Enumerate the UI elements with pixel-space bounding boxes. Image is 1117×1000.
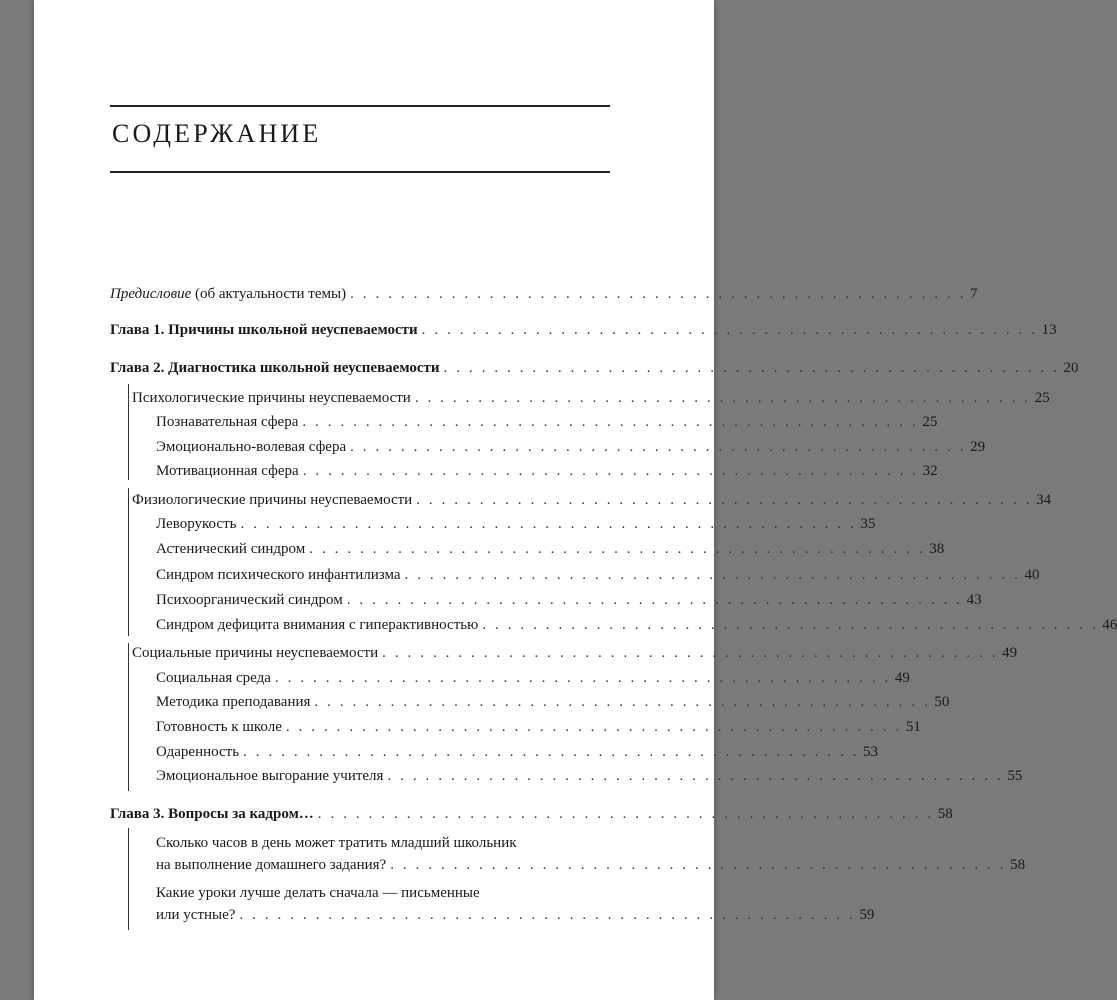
entry-label: Готовность к школе <box>156 719 282 735</box>
leader-dots: . . . . . . . . . . . . . . . . . . . . . . . . . . . . . . . . . . . . . . . . . . . . . . . . . <box>317 806 934 822</box>
entry-label: Астенический синдром <box>156 541 306 557</box>
entry-label-line-1: Сколько часов в день может тратить младший школьник <box>156 835 517 851</box>
page-number: 53 <box>863 744 879 760</box>
entry-label: Эмоциональное выгорание учителя <box>156 768 384 784</box>
toc-entry-cognitive[interactable] <box>156 412 938 432</box>
leader-dots: . . . . . . . . . . . . . . . . . . . . . . . . . . . . . . . . . . . . . . . . . . . . . . . . . <box>390 857 1007 873</box>
leader-dots: . . . . . . . . . . . . . . . . . . . . . . . . . . . . . . . . . . . . . . . . . . . . . . . . . <box>309 541 926 557</box>
page-number: 25 <box>1034 390 1050 406</box>
entry-label: Глава 3. Вопросы за кадром… <box>110 806 314 822</box>
toc-entry-emotional[interactable] <box>156 437 986 457</box>
page-number: 46 <box>1102 617 1117 633</box>
toc-entry-motivation[interactable] <box>156 461 938 481</box>
section-bracket-line <box>128 384 129 480</box>
page-number: 25 <box>922 414 938 430</box>
toc-entry-physiological[interactable] <box>132 490 1052 510</box>
page-number: 38 <box>929 541 945 557</box>
toc-entry-psychological[interactable] <box>132 388 1050 408</box>
entry-label: Социальная среда <box>156 670 271 686</box>
toc-entry-chapter-2[interactable] <box>110 358 1079 378</box>
preface-rest: (об актуальности темы) <box>191 286 347 302</box>
entry-label: Синдром психического инфантилизма <box>156 567 401 583</box>
toc-entry-readiness[interactable] <box>156 717 921 737</box>
toc-entry-adhd[interactable] <box>156 615 1117 635</box>
page-number: 32 <box>922 463 938 479</box>
page-number: 50 <box>934 694 950 710</box>
page-number: 7 <box>970 286 978 302</box>
toc-entry-environment[interactable] <box>156 668 910 688</box>
leader-dots: . . . . . . . . . . . . . . . . . . . . . . . . . . . . . . . . . . . . . . . . . . . . . . . . . <box>285 719 902 735</box>
page-number: 40 <box>1024 567 1040 583</box>
leader-dots: . . . . . . . . . . . . . . . . . . . . . . . . . . . . . . . . . . . . . . . . . . . . . . . . . <box>314 694 931 710</box>
entry-label: Леворукость <box>156 516 237 532</box>
entry-label-line-1: Какие уроки лучше делать сначала — письменные <box>156 885 480 901</box>
leader-dots: . . . . . . . . . . . . . . . . . . . . . . . . . . . . . . . . . . . . . . . . . . . . . . . . . <box>302 414 919 430</box>
toc-entry-infantilism[interactable] <box>156 565 1040 585</box>
leader-dots: . . . . . . . . . . . . . . . . . . . . . . . . . . . . . . . . . . . . . . . . . . . . . . . . . <box>421 322 1038 338</box>
section-bracket-line <box>128 828 129 930</box>
leader-dots: . . . . . . . . . . . . . . . . . . . . . . . . . . . . . . . . . . . . . . . . . . . . . . . . . <box>350 286 967 302</box>
entry-label: Методика преподавания <box>156 694 311 710</box>
leader-dots: . . . . . . . . . . . . . . . . . . . . . . . . . . . . . . . . . . . . . . . . . . . . . . . . . <box>240 516 857 532</box>
leader-dots: . . . . . . . . . . . . . . . . . . . . . . . . . . . . . . . . . . . . . . . . . . . . . . . . . <box>274 670 891 686</box>
entry-label: Познавательная сфера <box>156 414 299 430</box>
page-number: 59 <box>859 907 875 923</box>
leader-dots: . . . . . . . . . . . . . . . . . . . . . . . . . . . . . . . . . . . . . . . . . . . . . . . . . <box>482 617 1099 633</box>
leader-dots: . . . . . . . . . . . . . . . . . . . . . . . . . . . . . . . . . . . . . . . . . . . . . . . . . <box>346 592 963 608</box>
page-number: 49 <box>894 670 910 686</box>
leader-dots: . . . . . . . . . . . . . . . . . . . . . . . . . . . . . . . . . . . . . . . . . . . . . . . . . <box>243 744 860 760</box>
page-number: 55 <box>1007 768 1023 784</box>
bottom-rule <box>110 171 610 173</box>
entry-label: Физиологические причины неуспеваемости <box>132 492 413 508</box>
toc-entry-lefthandedness[interactable] <box>156 514 876 534</box>
leader-dots: . . . . . . . . . . . . . . . . . . . . . . . . . . . . . . . . . . . . . . . . . . . . . . . . . <box>443 360 1060 376</box>
entry-label-line-2: на выполнение домашнего задания? <box>156 857 387 873</box>
page-number: 43 <box>966 592 982 608</box>
page-number: 20 <box>1063 360 1079 376</box>
section-bracket-line <box>128 643 129 791</box>
toc-entry-homework-hours[interactable] <box>156 832 1026 875</box>
toc-entry-social[interactable] <box>132 643 1018 663</box>
page-number: 35 <box>860 516 876 532</box>
page-number: 13 <box>1041 322 1057 338</box>
leader-dots: . . . . . . . . . . . . . . . . . . . . . . . . . . . . . . . . . . . . . . . . . . . . . . . . . <box>302 463 919 479</box>
leader-dots: . . . . . . . . . . . . . . . . . . . . . . . . . . . . . . . . . . . . . . . . . . . . . . . . . <box>416 492 1033 508</box>
entry-label: Психологические причины неуспеваемости <box>132 390 411 406</box>
book-page <box>34 0 1117 1000</box>
leader-dots: . . . . . . . . . . . . . . . . . . . . . . . . . . . . . . . . . . . . . . . . . . . . . . . . . <box>404 567 1021 583</box>
entry-label: Синдром дефицита внимания с гиперактивностью <box>156 617 479 633</box>
toc-entry-asthenic[interactable] <box>156 539 945 559</box>
entry-label: Социальные причины неуспеваемости <box>132 645 379 661</box>
toc-entry-preface[interactable] <box>110 284 978 304</box>
page-number: 58 <box>937 806 953 822</box>
toc-entry-psychoorganic[interactable] <box>156 590 982 610</box>
entry-label: Глава 1. Причины школьной неуспеваемости <box>110 322 418 338</box>
entry-label: Мотивационная сфера <box>156 463 299 479</box>
toc-entry-giftedness[interactable] <box>156 742 879 762</box>
preface-italic: Предисловие <box>110 286 192 302</box>
leader-dots: . . . . . . . . . . . . . . . . . . . . . . . . . . . . . . . . . . . . . . . . . . . . . . . . . <box>239 907 856 923</box>
leader-dots: . . . . . . . . . . . . . . . . . . . . . . . . . . . . . . . . . . . . . . . . . . . . . . . . . <box>382 645 999 661</box>
page-title: СОДЕРЖАНИЕ <box>112 119 322 148</box>
page-number: 51 <box>905 719 921 735</box>
toc-entry-lessons-order[interactable] <box>156 882 875 925</box>
leader-dots: . . . . . . . . . . . . . . . . . . . . . . . . . . . . . . . . . . . . . . . . . . . . . . . . . <box>387 768 1004 784</box>
leader-dots: . . . . . . . . . . . . . . . . . . . . . . . . . . . . . . . . . . . . . . . . . . . . . . . . . <box>414 390 1031 406</box>
entry-label-line-2: или устные? <box>156 907 236 923</box>
top-rule <box>110 105 610 107</box>
page-number: 34 <box>1036 492 1052 508</box>
section-bracket-line <box>128 488 129 636</box>
toc-entry-burnout[interactable] <box>156 766 1023 786</box>
entry-label: Глава 2. Диагностика школьной неуспеваемости <box>110 360 440 376</box>
entry-label: Психоорганический синдром <box>156 592 343 608</box>
page-number: 58 <box>1010 857 1026 873</box>
toc-entry-chapter-3[interactable] <box>110 804 953 824</box>
page-number: 49 <box>1002 645 1018 661</box>
entry-label: Одаренность <box>156 744 240 760</box>
toc-entry-chapter-1[interactable] <box>110 320 1057 340</box>
toc-entry-teaching[interactable] <box>156 692 950 712</box>
page-number: 29 <box>970 439 986 455</box>
entry-label: Эмоционально-волевая сфера <box>156 439 347 455</box>
leader-dots: . . . . . . . . . . . . . . . . . . . . . . . . . . . . . . . . . . . . . . . . . . . . . . . . . <box>350 439 967 455</box>
